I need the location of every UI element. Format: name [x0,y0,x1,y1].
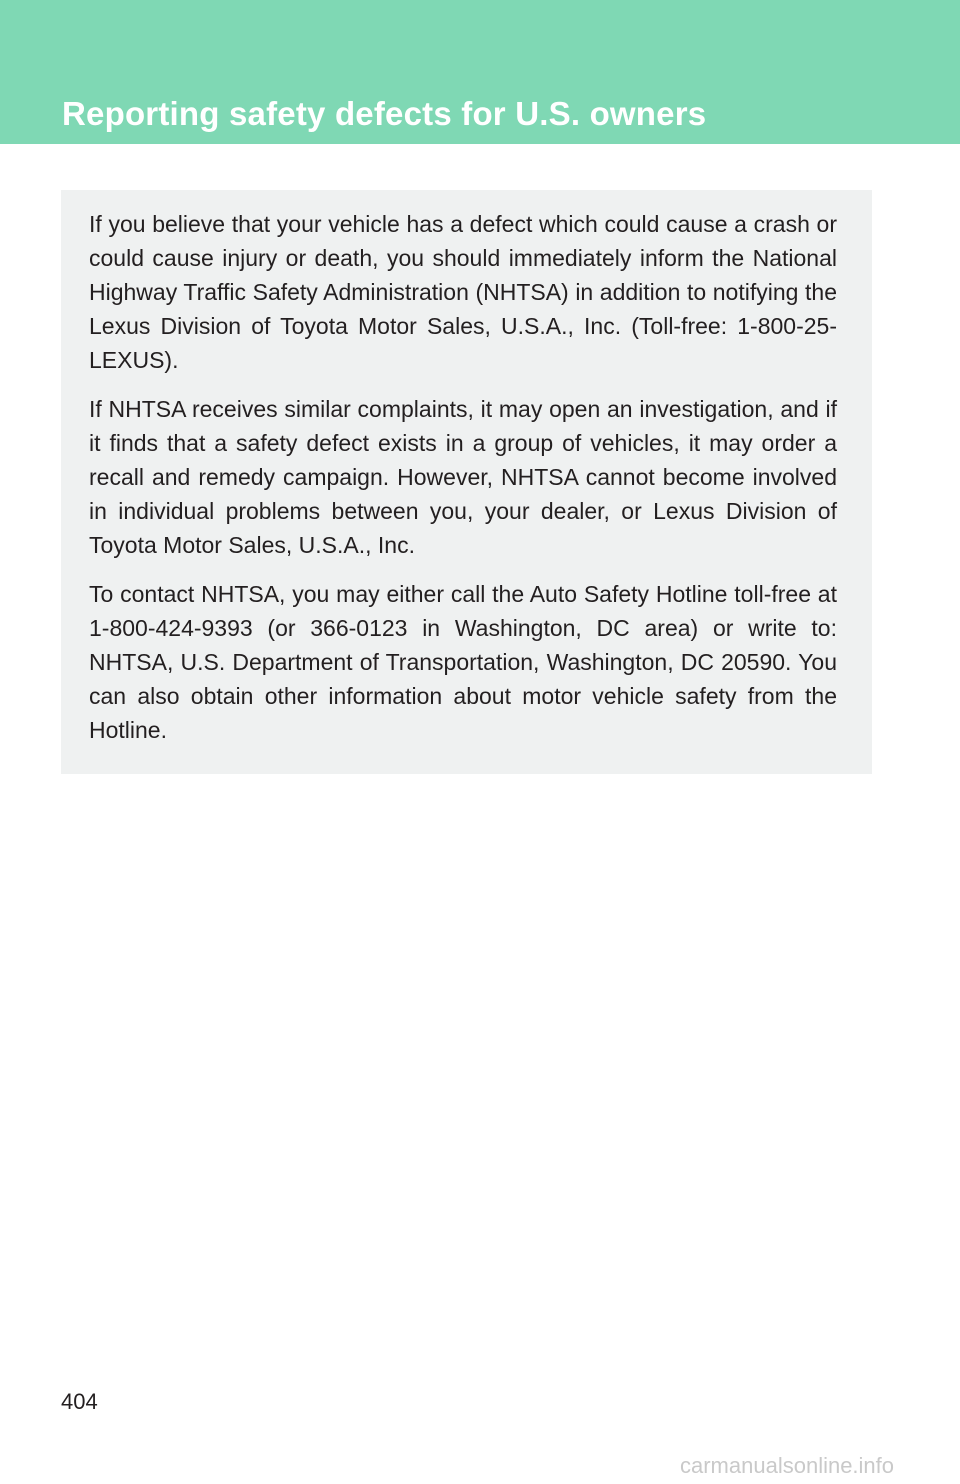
notice-paragraph-3: To contact NHTSA, you may either call the Auto Safety Hotline toll-free at 1-800-424-9393 (or 366-0123 in Washington, DC area) or write to: NHTSA, U.S. Department of Transportation, Washington, DC 20590. You can also obtain other information about motor vehicle safety from the Hotline. [89,581,837,743]
page-number: 404 [61,1389,98,1414]
header-band [0,0,960,144]
page-title: Reporting safety defects for U.S. owners [62,95,707,132]
notice-paragraph-1: If you believe that your vehicle has a defect which could cause a crash or could cause injury or death, you should immediately inform the National Highway Traffic Safety Administration (NHTSA) in addition to notifying the Lexus Division of Toyota Motor Sales, U.S.A., Inc. (Toll-free: 1-800-25-LEXUS). [89,211,837,373]
safety-notice-box [61,190,872,774]
site-watermark: carmanualsonline.info [680,1453,895,1478]
notice-paragraph-2: If NHTSA receives similar complaints, it may open an investigation, and if it finds that a safety defect exists in a group of vehicles, it may order a recall and remedy campaign. However, NHTSA cannot become involved in individual problems between you, your dealer, or Lexus Division of Toyota Motor Sales, U.S.A., Inc. [89,396,837,558]
